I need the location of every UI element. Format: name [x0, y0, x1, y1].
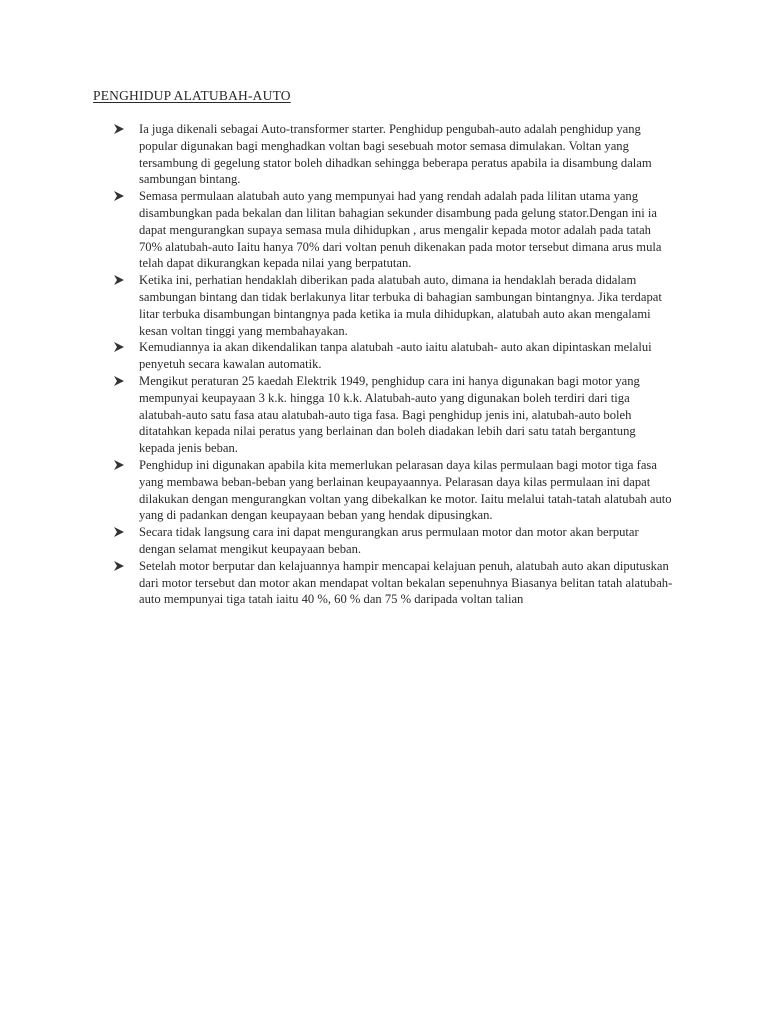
list-item-text: Kemudiannya ia akan dikendalikan tanpa alatubah -auto iaitu alatubah- auto akan dipintaskan melalui penyetuh secara kawalan automatik.	[139, 340, 652, 372]
document-title: PENGHIDUP ALATUBAH-AUTO	[93, 88, 291, 103]
list-item-text: Ia juga dikenali sebagai Auto-transformer starter. Penghidup pengubah-auto adalah penghidup yang popular digunakan bagi menghadkan voltan bagi sesebuah motor semasa dimulakan. Voltan yang tersambung di gegelung stator boleh dihadkan sehingga beberapa peratus apabila ia disambung dalam sambungan bintang.	[139, 122, 652, 187]
list-item-text: Penghidup ini digunakan apabila kita memerlukan pelarasan daya kilas permulaan bagi motor tiga fasa yang membawa beban-beban yang berlainan keupayaannya. Pelarasan daya kilas permulaan ini dapat dilakukan dengan mengurangkan voltan yang dibekalkan ke motor. Iaitu melalui tatah-tatah alatubah auto yang di padankan dengan keupayaan beban yang hendak dipusingkan.	[139, 457, 672, 523]
list-item	[113, 188, 673, 272]
arrow-bullet-icon	[113, 560, 125, 572]
bullet-list	[113, 121, 673, 608]
arrow-bullet-icon	[113, 459, 125, 471]
list-item	[113, 524, 673, 558]
list-item	[113, 558, 673, 608]
list-item-text: Secara tidak langsung cara ini dapat mengurangkan arus permulaan motor dan motor akan berputar dengan selamat mengikut keupayaan beban.	[139, 525, 639, 556]
list-item-text: Mengikut peraturan 25 kaedah Elektrik 1949, penghidup cara ini hanya digunakan bagi motor yang mempunyai keupayaan 3 k.k. hingga 10 k.k. Alatubah-auto yang digunakan boleh terdiri dari tiga alatubah-auto satu fasa atau alatubah-auto tiga fasa. Bagi penghidup jenis ini, alatubah-auto boleh ditatahkan kepada nilai peratus yang berlainan dan boleh diadakan lebih dari satu tatah bergantung kepada jenis beban.	[139, 373, 640, 456]
arrow-bullet-icon	[113, 375, 125, 387]
list-item	[113, 373, 673, 457]
list-item-text: Setelah motor berputar dan kelajuannya hampir mencapai kelajuan penuh, alatubah auto akan diputuskan dari motor tersebut dan motor akan mendapat voltan bekalan sepenuhnya Biasanya belitan tatah alatubah-auto mempunyai tiga tatah iaitu 40 %, 60 % dan 75 % daripada voltan talian	[139, 558, 673, 607]
arrow-bullet-icon	[113, 526, 125, 538]
arrow-bullet-icon	[113, 190, 125, 202]
list-item	[113, 457, 673, 524]
arrow-bullet-icon	[113, 341, 125, 353]
list-item	[113, 272, 673, 339]
list-item-text: Ketika ini, perhatian hendaklah diberikan pada alatubah auto, dimana ia hendaklah berada didalam sambungan bintang dan tidak berlakunya litar terbuka di bahagian sambungan bintangnya. Jika terdapat litar terbuka disambungan bintangnya pada ketika ia mula dihidupkan, alatubah auto akan mengalami kesan voltan tinggi yang membahayakan.	[139, 273, 662, 338]
list-item-text: Semasa permulaan alatubah auto yang mempunyai had yang rendah adalah pada lilitan utama yang disambungkan pada bekalan dan lilitan bahagian sekunder disambung pada gelung stator.Dengan ini ia dapat mengurangkan supaya semasa mula dihidupkan , arus mengalir kepada motor adalah pada tatah 70% alatubah-auto Iaitu hanya 70% dari voltan penuh dikenakan pada motor tersebut dimana arus mula telah dapat dikurangkan kepada nilai yang berpatutan.	[139, 189, 662, 271]
list-item	[113, 339, 673, 373]
arrow-bullet-icon	[113, 123, 125, 135]
arrow-bullet-icon	[113, 274, 125, 286]
list-item	[113, 121, 673, 188]
